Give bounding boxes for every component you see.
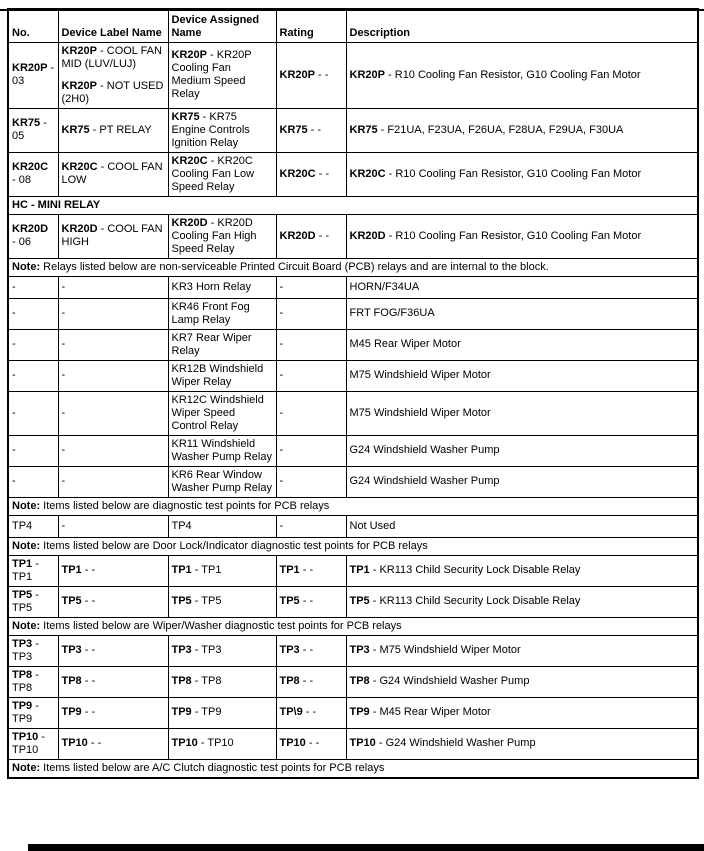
cell-device-label-name <box>58 276 168 298</box>
cell-line: - <box>61 444 66 456</box>
cell-line: - <box>61 475 66 487</box>
cell-no <box>8 329 58 360</box>
cell-device-assigned-name <box>168 635 276 666</box>
cell-device-label-name <box>58 515 168 537</box>
cell-no <box>8 108 58 152</box>
cell-line: KR20C - R10 Cooling Fan Resistor, G10 Cooling Fan Motor <box>349 167 642 180</box>
cell-line: - <box>61 338 66 350</box>
cell-line: KR20P - - <box>279 68 329 81</box>
cell-device-assigned-name <box>168 298 276 329</box>
cell-line: KR20P - NOT USED (2H0) <box>61 79 164 105</box>
cell-line: Not Used <box>349 519 396 532</box>
cell-line: - <box>12 444 16 456</box>
cell-line: - <box>279 406 284 419</box>
note-row <box>8 537 698 555</box>
column-header: No. <box>8 9 58 42</box>
cell-line: KR20C - KR20C Cooling Fan Low Speed Relay <box>171 154 255 193</box>
cell-line-gap <box>62 71 165 80</box>
cell-line: TP4 <box>171 519 192 532</box>
cell-line: KR75 - PT RELAY <box>61 123 152 136</box>
cell-device-assigned-name <box>168 108 276 152</box>
table-row <box>8 360 698 391</box>
cell-line: KR20D - COOL FAN HIGH <box>61 223 163 248</box>
cell-device-assigned-name <box>168 360 276 391</box>
cell-description <box>346 276 698 298</box>
table-row <box>8 214 698 258</box>
cell-line: KR75 - - <box>279 123 322 136</box>
cell-description <box>346 152 698 196</box>
cell-line: TP3 - TP3 <box>12 637 39 663</box>
cell-rating <box>276 728 346 759</box>
table-row <box>8 276 698 298</box>
cell-rating <box>276 635 346 666</box>
table-header <box>8 9 698 42</box>
cell-no <box>8 728 58 759</box>
cell-device-assigned-name <box>168 391 276 435</box>
cell-no <box>8 435 58 466</box>
cell-line: KR20D - - <box>279 229 330 242</box>
cell-line: TP5 - TP5 <box>12 588 39 614</box>
column-header: Device Assigned Name <box>168 9 276 42</box>
cell-device-assigned-name <box>168 276 276 298</box>
cell-line: - <box>279 307 284 319</box>
cell-line: TP1 - - <box>279 564 314 576</box>
cell-device-assigned-name <box>168 329 276 360</box>
cell-description <box>346 728 698 759</box>
note-cell: Note: Relays listed below are non-serviceable Printed Circuit Board (PCB) relays and are internal to the block. <box>8 258 698 276</box>
cell-rating <box>276 108 346 152</box>
cell-description <box>346 435 698 466</box>
table-row <box>8 666 698 697</box>
column-header: Description <box>346 9 698 42</box>
note-row <box>8 497 698 515</box>
cell-device-label-name <box>58 635 168 666</box>
cell-line: M45 Rear Wiper Motor <box>349 338 461 350</box>
cell-line: - <box>61 307 66 319</box>
cell-line: TP1 - TP1 <box>12 557 39 583</box>
table-row <box>8 635 698 666</box>
note-cell: Note: Items listed below are Door Lock/Indicator diagnostic test points for PCB relays <box>8 537 698 555</box>
cell-description <box>346 555 698 586</box>
cell-line: TP3 - TP3 <box>171 644 222 656</box>
cell-line: TP1 - - <box>61 564 96 576</box>
table-row <box>8 329 698 360</box>
table-row <box>8 42 698 108</box>
cell-line: TP5 - - <box>61 595 96 607</box>
top-border-line <box>0 9 704 11</box>
cell-line: - <box>12 475 16 487</box>
header-row <box>8 9 698 42</box>
cell-device-label-name <box>58 298 168 329</box>
cell-line: KR12B Windshield Wiper Relay <box>171 362 264 388</box>
cell-line: KR20C - COOL FAN LOW <box>61 161 163 186</box>
cell-line: KR20C - - <box>279 167 330 180</box>
cell-device-assigned-name <box>168 586 276 617</box>
cell-no <box>8 555 58 586</box>
cell-line: - <box>279 519 284 532</box>
cell-line: KR7 Rear Wiper Relay <box>171 331 252 357</box>
cell-device-label-name <box>58 360 168 391</box>
cell-line: - <box>279 338 284 350</box>
cell-line: - <box>12 369 16 381</box>
cell-no <box>8 152 58 196</box>
cell-line: TP3 - - <box>279 644 314 656</box>
cell-no <box>8 635 58 666</box>
cell-rating <box>276 152 346 196</box>
note-row <box>8 258 698 276</box>
table-row <box>8 391 698 435</box>
cell-rating <box>276 697 346 728</box>
cell-description <box>346 360 698 391</box>
cell-device-label-name <box>58 466 168 497</box>
cell-description <box>346 515 698 537</box>
cell-line: TP9 - M45 Rear Wiper Motor <box>349 706 491 718</box>
cell-line: - <box>61 406 66 419</box>
cell-line: TP\9 - - <box>279 706 317 718</box>
cell-line: TP5 - KR113 Child Security Lock Disable Relay <box>349 595 581 607</box>
cell-line: G24 Windshield Washer Pump <box>349 475 500 487</box>
cell-line: - <box>279 444 284 456</box>
cell-line: - <box>279 280 284 293</box>
cell-description <box>346 108 698 152</box>
cell-line: KR20P - 03 <box>12 62 55 87</box>
cell-line: TP9 - TP9 <box>171 706 222 718</box>
note-cell: Note: Items listed below are Wiper/Washer diagnostic test points for PCB relays <box>8 617 698 635</box>
cell-line: KR20D - 06 <box>12 223 49 248</box>
cell-no <box>8 391 58 435</box>
cell-rating <box>276 466 346 497</box>
cell-line: TP9 - - <box>61 706 96 718</box>
relay-fuse-table <box>7 8 699 779</box>
cell-device-assigned-name <box>168 435 276 466</box>
cell-rating <box>276 276 346 298</box>
cell-device-assigned-name <box>168 728 276 759</box>
cell-line: KR75 - 05 <box>12 117 47 142</box>
table-row <box>8 108 698 152</box>
cell-description <box>346 635 698 666</box>
cell-line: KR6 Rear Window Washer Pump Relay <box>171 468 272 494</box>
cell-line: FRT FOG/F36UA <box>349 307 435 319</box>
table-row <box>8 466 698 497</box>
cell-no <box>8 42 58 108</box>
cell-no <box>8 666 58 697</box>
table-row <box>8 697 698 728</box>
cell-description <box>346 42 698 108</box>
cell-line: - <box>279 369 284 381</box>
cell-description <box>346 329 698 360</box>
table-row <box>8 728 698 759</box>
cell-rating <box>276 435 346 466</box>
cell-device-assigned-name <box>168 42 276 108</box>
note-row <box>8 759 698 778</box>
cell-line: KR12C Windshield Wiper Speed Control Relay <box>171 393 264 432</box>
cell-line: - <box>12 406 16 419</box>
cell-device-assigned-name <box>168 666 276 697</box>
cell-no <box>8 360 58 391</box>
cell-line: M75 Windshield Wiper Motor <box>349 406 491 419</box>
cell-line: - <box>12 338 16 350</box>
cell-rating <box>276 214 346 258</box>
cell-rating <box>276 329 346 360</box>
cell-line: TP3 - - <box>61 644 96 656</box>
cell-rating <box>276 298 346 329</box>
cell-rating <box>276 42 346 108</box>
column-header: Device Label Name <box>58 9 168 42</box>
table-body <box>8 42 698 778</box>
cell-line: TP10 - - <box>61 737 102 749</box>
cell-line: KR46 Front Fog Lamp Relay <box>171 300 250 326</box>
cell-no <box>8 466 58 497</box>
cell-device-assigned-name <box>168 214 276 258</box>
cell-line: TP5 - - <box>279 595 314 607</box>
table-row <box>8 515 698 537</box>
document-page <box>0 8 704 851</box>
cell-line: TP10 - TP10 <box>171 737 234 749</box>
cell-no <box>8 214 58 258</box>
cell-device-assigned-name <box>168 466 276 497</box>
cell-line: - <box>12 280 16 293</box>
cell-line: - <box>61 369 66 381</box>
cell-line: TP1 - KR113 Child Security Lock Disable Relay <box>349 564 581 576</box>
cell-line: TP4 <box>12 519 33 532</box>
cell-description <box>346 586 698 617</box>
table-row <box>8 586 698 617</box>
cell-line: KR11 Windshield Washer Pump Relay <box>171 437 272 463</box>
note-cell: Note: Items listed below are diagnostic test points for PCB relays <box>8 497 698 515</box>
cell-device-label-name <box>58 586 168 617</box>
cell-description <box>346 214 698 258</box>
cell-line: - <box>61 519 66 532</box>
cell-line: KR20P - COOL FAN MID (LUV/LUJ) <box>61 44 162 70</box>
cell-device-assigned-name <box>168 555 276 586</box>
cell-rating <box>276 515 346 537</box>
cell-device-label-name <box>58 152 168 196</box>
cell-line: HORN/F34UA <box>349 280 420 293</box>
cell-device-label-name <box>58 435 168 466</box>
section-header-cell: HC - MINI RELAY <box>8 196 698 214</box>
cell-line: TP8 - - <box>279 675 314 687</box>
cell-line: KR75 - F21UA, F23UA, F26UA, F28UA, F29UA, F30UA <box>349 123 624 136</box>
cell-line: KR20D - KR20D Cooling Fan High Speed Relay <box>171 216 257 255</box>
cell-line: KR20P - KR20P Cooling Fan Medium Speed Relay <box>171 49 252 100</box>
cell-line: TP10 - TP10 <box>12 730 46 756</box>
cell-device-label-name <box>58 697 168 728</box>
cell-device-label-name <box>58 728 168 759</box>
cell-line: TP8 - - <box>61 675 96 687</box>
cell-rating <box>276 666 346 697</box>
cell-device-label-name <box>58 214 168 258</box>
cell-line: TP1 - TP1 <box>171 564 222 576</box>
cell-line: KR20P - R10 Cooling Fan Resistor, G10 Cooling Fan Motor <box>349 68 641 81</box>
cell-device-label-name <box>58 329 168 360</box>
cell-device-assigned-name <box>168 515 276 537</box>
cell-device-label-name <box>58 555 168 586</box>
cell-line: - <box>12 307 16 319</box>
cell-line: TP10 - G24 Windshield Washer Pump <box>349 737 536 749</box>
cell-no <box>8 515 58 537</box>
cell-description <box>346 391 698 435</box>
table-row <box>8 435 698 466</box>
cell-line: M75 Windshield Wiper Motor <box>349 369 491 381</box>
cell-description <box>346 298 698 329</box>
cell-line: TP8 - G24 Windshield Washer Pump <box>349 675 530 687</box>
cell-no <box>8 298 58 329</box>
cell-no <box>8 276 58 298</box>
note-row <box>8 617 698 635</box>
cell-device-assigned-name <box>168 697 276 728</box>
cell-line: TP10 - - <box>279 737 320 749</box>
cell-device-label-name <box>58 666 168 697</box>
cell-device-assigned-name <box>168 152 276 196</box>
cell-description <box>346 466 698 497</box>
cell-rating <box>276 555 346 586</box>
cell-line: G24 Windshield Washer Pump <box>349 444 500 456</box>
cell-line: - <box>279 475 284 487</box>
cell-line: KR20C - 08 <box>12 161 49 186</box>
section-header-row <box>8 196 698 214</box>
note-cell: Note: Items listed below are A/C Clutch diagnostic test points for PCB relays <box>8 759 698 778</box>
table-row <box>8 298 698 329</box>
cell-line: TP8 - TP8 <box>12 668 39 694</box>
cell-no <box>8 586 58 617</box>
cell-description <box>346 666 698 697</box>
cell-line: TP5 - TP5 <box>171 595 222 607</box>
cell-line: TP9 - TP9 <box>12 699 39 725</box>
cell-line: TP8 - TP8 <box>171 675 222 687</box>
cell-rating <box>276 586 346 617</box>
cell-device-label-name <box>58 391 168 435</box>
cell-no <box>8 697 58 728</box>
cell-line: TP3 - M75 Windshield Wiper Motor <box>349 644 521 656</box>
cell-line: - <box>61 280 66 293</box>
column-header: Rating <box>276 9 346 42</box>
cell-line: KR20D - R10 Cooling Fan Resistor, G10 Cooling Fan Motor <box>349 229 642 242</box>
cell-description <box>346 697 698 728</box>
bottom-black-bar <box>28 844 704 851</box>
cell-line: KR3 Horn Relay <box>171 280 251 293</box>
cell-rating <box>276 360 346 391</box>
table-row <box>8 152 698 196</box>
cell-rating <box>276 391 346 435</box>
cell-device-label-name <box>58 108 168 152</box>
table-row <box>8 555 698 586</box>
cell-line: KR75 - KR75 Engine Controls Ignition Relay <box>171 110 250 149</box>
cell-device-label-name <box>58 42 168 108</box>
